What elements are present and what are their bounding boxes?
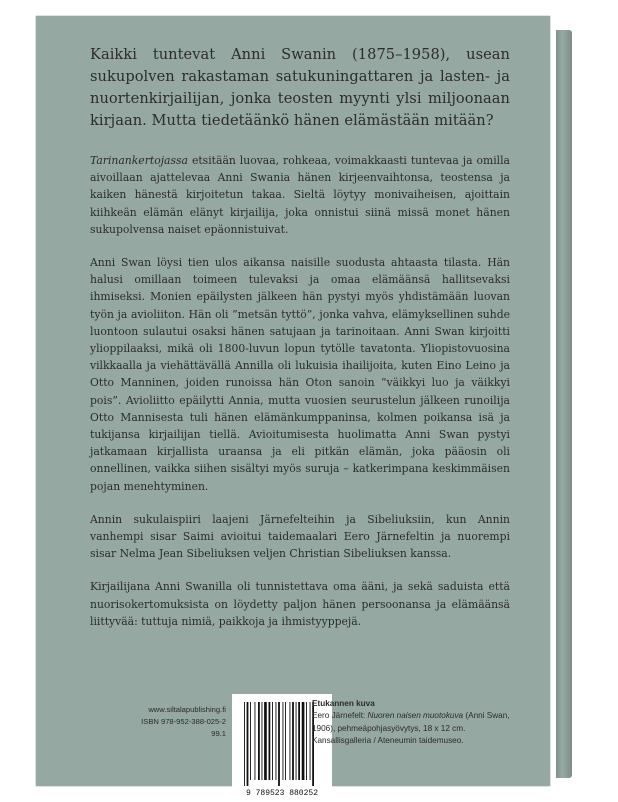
publisher-info — [74, 704, 226, 741]
lead-paragraph: Kaikki tuntevat Anni Swanin (1875–1958), usean sukupolven rakastaman satukuningattaren ja lasten- ja nuortenkirjailijan, jonka teosten myynti ylsi miljoonaan kirjaan. Mutta tiedetäänkö hänen elämästään mitään? — [90, 46, 510, 129]
barcode-bar — [290, 702, 291, 780]
barcode-bar — [264, 702, 267, 780]
barcode-bar — [262, 702, 263, 780]
barcode-bar — [272, 702, 273, 780]
book-title-italic: Tarinankertojassa — [90, 154, 188, 167]
paragraph-2: Anni Swan löysi tien ulos aikansa naisille suodusta ahtaasta tilasta. Hän halusi omillaan toimeen tulevaksi ja omaa elämäänsä hallitsevaksi ihmiseksi. Monien epäilysten jälkeen hän pystyi myös yhdistämään luovan työn ja avioliiton. Hän oli ”metsän tyttö”, jonka vahva, elämyksellinen suhde luontoon sulautui osaksi hänen satujaan ja tarinoitaan. Anni Swan kirjoitti ylioppilaaksi, mikä oli 1800-luvun lopun tytölle tavatonta. Yliopistovuosina vilkkaalla ja viehättävällä Annilla oli lukuisia ihailijoita, kuten Eino Leino ja Otto Manninen, joiden runoissa hän Oton sanoin ”väikkyi luo ja väikkyi pois”. Avioliitto epäilytti Annia, mutta vuosien seurustelun jälkeen runoilija Otto Mannisesta tuli hänen elämänkumppaninsa, kolmen poikansa isä ja tukijansa kirjailijan tiellä. Avioitumisesta huolimatta Anni Swan pystyi jatkamaan kirjallista uraansa ja eli pitkän elämän, joka pääosin oli onnellinen, vaikka siihen sisältyi myös suruja – katkerimpana keskimmäisen pojan menehtyminen. — [90, 256, 510, 493]
book-spine-edge — [556, 30, 572, 778]
back-cover — [36, 16, 550, 798]
blurb-text — [90, 44, 510, 646]
barcode-bar — [310, 702, 311, 780]
caption-artist: Eero Järnefelt: — [312, 711, 368, 721]
caption-body — [312, 710, 512, 747]
barcode-bar — [276, 702, 277, 780]
caption-work: Nuoren naisen muotokuva — [367, 711, 464, 721]
caption-details: (Anni Swan, 1906), pehmeäpohjasyövytys, 18 x 12 cm. Kansallisgalleria / Ateneumin taidemuseo. — [312, 711, 510, 746]
isbn: ISBN 978-952-388-025-2 — [141, 717, 226, 727]
barcode-bar — [269, 702, 271, 780]
barcode-bar — [298, 702, 300, 780]
barcode-bar — [296, 702, 297, 780]
barcode-bar — [258, 702, 260, 780]
publisher-url: www.siltalapublishing.fi — [148, 705, 226, 714]
cover-image-caption — [312, 698, 512, 748]
barcode-bar — [302, 702, 305, 780]
caption-title: Etukannen kuva — [312, 699, 375, 708]
barcode-bar — [292, 702, 294, 780]
barcode-number: 9 789523 880252 — [245, 789, 319, 798]
classification-code: 99.1 — [211, 729, 226, 739]
barcode-bar — [278, 702, 280, 786]
barcode-bar — [283, 702, 284, 780]
barcode-bar — [285, 702, 286, 780]
paragraph-3: Annin sukulaispiiri laajeni Järnefelteihin ja Sibeliuksiin, kun Annin vanhempi sisar Saimi avioitui taidemaalari Eero Järnefeltin ja nuorempi sisar Nelma Jean Sibeliuksen veljen Christian Sibeliuksen kanssa. — [90, 512, 510, 561]
paragraph-1 — [90, 152, 510, 238]
barcode-bar — [250, 702, 251, 780]
paragraph-4: Kirjailijana Anni Swanilla oli tunnistettava oma ääni, ja sekä saduista että nuorisokertomuksista on löydetty paljon hänen persoonansa ja elämäänsä liittyvää: tuttuja nimiä, paikkoja ja ihmistyyppejä. — [90, 580, 510, 628]
barcode-bar — [255, 702, 256, 780]
barcode-bar — [247, 702, 249, 786]
barcode-bar — [244, 702, 245, 786]
paragraph-1-text: etsitään luovaa, rohkeaa, voimakkaasti tuntevaa ja omilla aivoillaan ajattelevaa Anni Swania hänen kirjeenvaihtonsa, teostensa ja kaiken hänestä kirjoitetun takaa. Sieltä löytyy monivaiheisen, ajoittain kiihkeän elämän elänyt kirjailija, joka onnistui siinä missä monet hänen sukupolvensa naiset epäonnistuivat. — [90, 154, 510, 236]
barcode-bar — [306, 702, 307, 780]
